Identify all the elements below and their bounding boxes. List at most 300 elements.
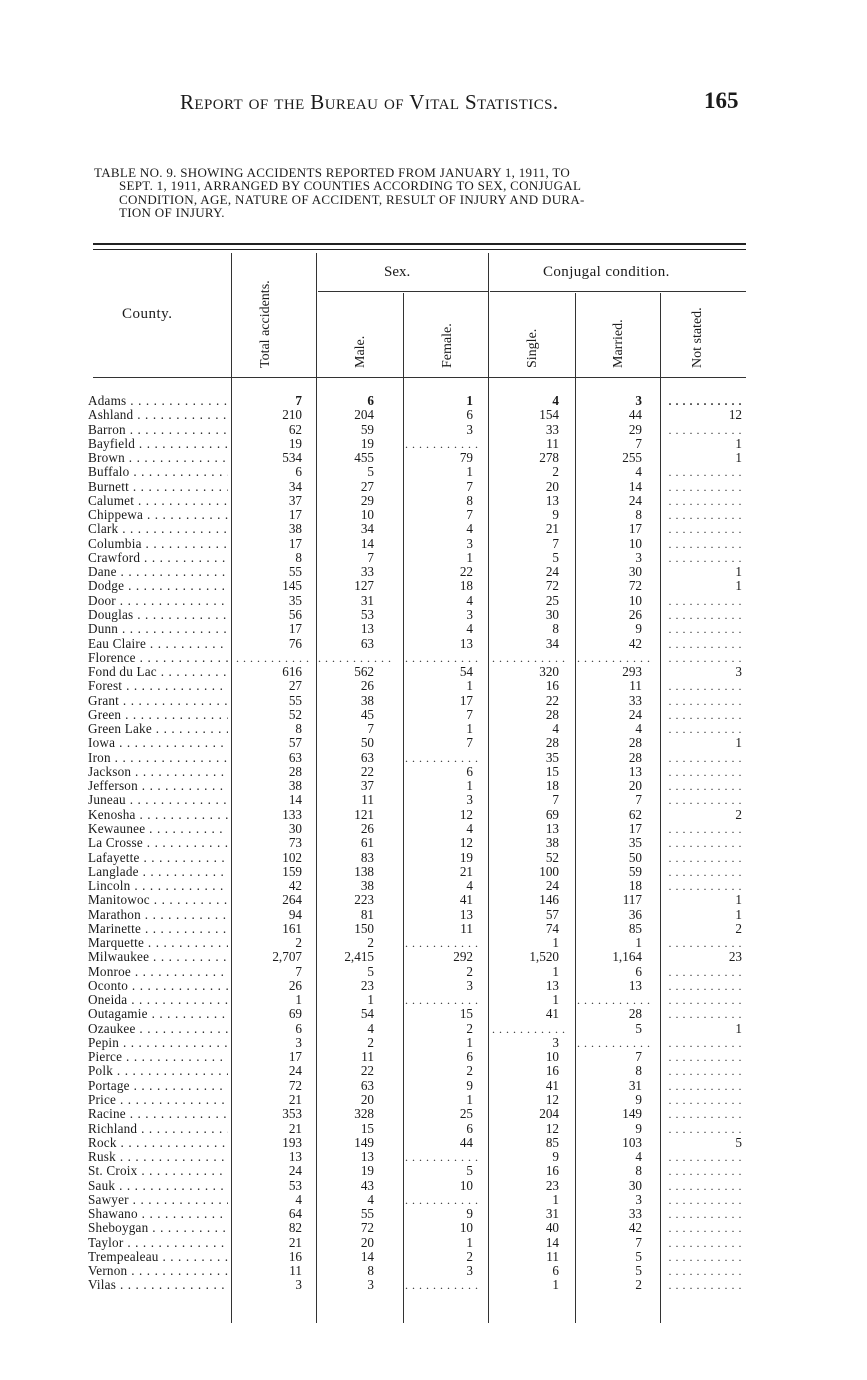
single-cell: 1 (552, 1191, 559, 1207)
male-cell: 15 (360, 1120, 374, 1136)
county-name: Pepin . . . (88, 1036, 228, 1050)
county-name: Adams . . . (88, 394, 228, 408)
married-cell: 4 (635, 1149, 642, 1165)
married-cell: 5 (635, 1020, 642, 1036)
female-cell: 7 (466, 507, 473, 523)
single-cell: 12 (545, 1120, 559, 1136)
table-row (0, 1064, 867, 1078)
male-cell: 37 (360, 778, 374, 794)
county-name: St. Croix . . . (88, 1164, 228, 1178)
single-cell: 278 (539, 450, 559, 466)
table-row (0, 1207, 867, 1221)
table-row (0, 751, 867, 765)
county-name: Oneida . . . (88, 993, 228, 1007)
female-cell: 2 (466, 1248, 473, 1264)
married-cell: 10 (628, 535, 642, 551)
table-row (0, 1193, 867, 1207)
total-cell: 69 (288, 1006, 302, 1022)
total-cell: 11 (289, 1263, 302, 1279)
not-stated-cell: 1 (735, 1020, 742, 1036)
male-cell: 4 (367, 1191, 374, 1207)
county-name: Green Lake . . . (88, 722, 228, 736)
not-stated-cell: . . . . . . . . . . . (668, 1064, 742, 1079)
table-row (0, 736, 867, 750)
county-name: Manitowoc . . . (88, 893, 228, 907)
total-cell: 210 (282, 407, 302, 423)
married-cell: 33 (628, 692, 642, 708)
female-cell: . . . . . . . . . . . (405, 436, 479, 451)
table-row (0, 908, 867, 922)
county-name: Price . . . (88, 1093, 228, 1107)
not-stated-cell: . . . . . . . . . . . (668, 550, 742, 565)
table-row (0, 480, 867, 494)
total-cell: 27 (288, 678, 302, 694)
female-cell: . . . . . . . . . . . (405, 1192, 479, 1207)
male-cell: 29 (360, 492, 374, 508)
table-row (0, 1050, 867, 1064)
total-cell: 64 (288, 1206, 302, 1222)
county-name: Forest . . . (88, 679, 228, 693)
table-row (0, 708, 867, 722)
single-cell: 3 (552, 1034, 559, 1050)
female-cell: . . . . . . . . . . . (405, 993, 479, 1008)
table-row (0, 979, 867, 993)
county-name: Outagamie . . . (88, 1007, 228, 1021)
not-stated-cell: 1 (735, 906, 742, 922)
female-cell: 79 (459, 450, 473, 466)
married-cell: 17 (628, 820, 642, 836)
female-cell: 3 (466, 977, 473, 993)
table-row (0, 1179, 867, 1193)
not-stated-cell: . . . . . . . . . . . (668, 836, 742, 851)
married-cell: 149 (622, 1106, 642, 1122)
county-name: Rock . . . (88, 1136, 228, 1150)
total-cell: 161 (282, 920, 302, 936)
table-row (0, 1007, 867, 1021)
total-cell: 2,707 (272, 949, 302, 965)
county-name: Douglas . . . (88, 608, 228, 622)
total-cell: 28 (288, 763, 302, 779)
county-name: Clark . . . (88, 522, 228, 536)
table-row (0, 1022, 867, 1036)
single-cell: 9 (552, 1149, 559, 1165)
total-cell: 17 (288, 1049, 302, 1065)
county-name: Iowa . . . (88, 736, 228, 750)
married-cell: 33 (628, 1206, 642, 1222)
table-row (0, 1236, 867, 1250)
not-stated-cell: . . . . . . . . . . . (668, 1035, 742, 1050)
sex-group-header: Sex. (384, 264, 411, 280)
female-cell: 44 (459, 1134, 473, 1150)
not-stated-cell: . . . . . . . . . . . (668, 394, 742, 408)
married-cell: 28 (628, 1006, 642, 1022)
single-cell: 30 (545, 606, 559, 622)
single-cell: 24 (545, 564, 559, 580)
county-name: Vilas . . . (88, 1278, 228, 1292)
not-stated-cell: . . . . . . . . . . . (668, 821, 742, 836)
single-cell: 35 (545, 749, 559, 765)
married-cell: 59 (628, 863, 642, 879)
male-cell: 20 (360, 1234, 374, 1250)
running-head: Report of the Bureau of Vital Statistics. (180, 90, 559, 114)
married-cell: 117 (622, 892, 642, 908)
female-cell: 2 (466, 963, 473, 979)
table-row (0, 922, 867, 936)
county-name: Iron . . . (88, 751, 228, 765)
county-name: Sauk . . . (88, 1179, 228, 1193)
male-cell: 121 (354, 806, 374, 822)
not-stated-cell: 5 (735, 1134, 742, 1150)
single-cell: 57 (545, 906, 559, 922)
male-cell: 53 (360, 606, 374, 622)
table-row (0, 965, 867, 979)
total-cell: 56 (288, 606, 302, 622)
married-cell: . . . . . . . . . . . (577, 1035, 651, 1050)
county-name: Taylor . . . (88, 1236, 228, 1250)
conjugal-group-header: Conjugal condition. (543, 264, 670, 280)
single-cell: 13 (545, 820, 559, 836)
county-name: Kenosha . . . (88, 808, 228, 822)
married-cell: 9 (635, 1092, 642, 1108)
married-cell: 8 (635, 507, 642, 523)
married-cell: 1,164 (612, 949, 642, 965)
county-name: Dodge . . . (88, 579, 228, 593)
married-column-header: Married. (611, 319, 626, 368)
female-cell: . . . . . . . . . . . (405, 750, 479, 765)
male-cell: 63 (360, 635, 374, 651)
married-cell: 50 (628, 849, 642, 865)
female-cell: 12 (459, 835, 473, 851)
single-cell: 28 (545, 706, 559, 722)
county-name: Door . . . (88, 594, 228, 608)
county-name: Florence . . . (88, 651, 228, 665)
male-cell: 20 (360, 1092, 374, 1108)
married-cell: 5 (635, 1263, 642, 1279)
county-name: Vernon . . . (88, 1264, 228, 1278)
county-name: Columbia . . . (88, 537, 228, 551)
male-cell: 22 (360, 763, 374, 779)
table-row (0, 851, 867, 865)
total-cell: 1 (295, 992, 302, 1008)
single-cell: 72 (545, 578, 559, 594)
male-cell: 26 (360, 820, 374, 836)
single-cell: 28 (545, 735, 559, 751)
not-stated-cell: . . . . . . . . . . . (668, 465, 742, 480)
total-cell: 19 (288, 435, 302, 451)
male-cell: 81 (360, 906, 374, 922)
header-bottom-rule (93, 377, 746, 378)
table-row (0, 451, 867, 465)
county-name: Oconto . . . (88, 979, 228, 993)
table-row (0, 865, 867, 879)
table-row (0, 993, 867, 1007)
female-cell: 18 (459, 578, 473, 594)
female-cell: 10 (459, 1177, 473, 1193)
male-cell: 22 (360, 1063, 374, 1079)
male-cell: 1 (367, 992, 374, 1008)
married-cell: 28 (628, 735, 642, 751)
total-cell: 55 (288, 692, 302, 708)
single-cell: 8 (552, 621, 559, 637)
male-cell: 19 (360, 1163, 374, 1179)
county-name: Calumet . . . (88, 494, 228, 508)
table-row (0, 465, 867, 479)
total-cell: 7 (295, 393, 302, 408)
married-cell: 13 (628, 763, 642, 779)
married-cell: 2 (635, 1277, 642, 1293)
male-cell: 562 (354, 664, 374, 680)
total-cell: 264 (282, 892, 302, 908)
married-cell: 255 (622, 450, 642, 466)
single-cell: 204 (539, 1106, 559, 1122)
table-row (0, 594, 867, 608)
single-cell: 74 (545, 920, 559, 936)
table-title-line: CONDITION, AGE, NATURE OF ACCIDENT, RESULT OF INJURY AND DURA- (119, 191, 585, 207)
table-row (0, 522, 867, 536)
female-cell: . . . . . . . . . . . (405, 1278, 479, 1293)
married-cell: 42 (628, 635, 642, 651)
total-cell: 17 (288, 621, 302, 637)
single-cell: 5 (552, 549, 559, 565)
table-row (0, 694, 867, 708)
not-stated-cell: 1 (735, 892, 742, 908)
table-row (0, 394, 867, 408)
female-cell: 1 (466, 393, 473, 408)
not-stated-cell: . . . . . . . . . . . (668, 636, 742, 651)
not-stated-cell: . . . . . . . . . . . (668, 593, 742, 608)
female-cell: 7 (466, 478, 473, 494)
female-cell: 4 (466, 621, 473, 637)
total-cell: 73 (288, 835, 302, 851)
county-name: Ashland . . . (88, 408, 228, 422)
male-cell: 83 (360, 849, 374, 865)
male-cell: 11 (361, 1049, 374, 1065)
married-cell: 3 (635, 393, 642, 408)
table-row (0, 936, 867, 950)
table-row (0, 565, 867, 579)
not-stated-cell: . . . . . . . . . . . (668, 493, 742, 508)
total-cell: 159 (282, 863, 302, 879)
not-stated-cell: . . . . . . . . . . . (668, 964, 742, 979)
table-row (0, 1150, 867, 1164)
total-cell: 63 (288, 749, 302, 765)
not-stated-cell: 1 (735, 578, 742, 594)
county-name: Milwaukee . . . (88, 950, 228, 964)
female-cell: 54 (459, 664, 473, 680)
not-stated-cell: 1 (735, 435, 742, 451)
table-row (0, 1136, 867, 1150)
total-cell: 24 (288, 1063, 302, 1079)
not-stated-cell: . . . . . . . . . . . (668, 936, 742, 951)
total-cell: 94 (288, 906, 302, 922)
single-cell: 15 (545, 763, 559, 779)
county-name: La Crosse . . . (88, 836, 228, 850)
married-cell: 293 (622, 664, 642, 680)
single-cell: 12 (545, 1092, 559, 1108)
total-cell: 21 (288, 1092, 302, 1108)
married-cell: 18 (628, 878, 642, 894)
male-cell: 11 (361, 792, 374, 808)
married-cell: . . . . . . . . . . . (577, 650, 651, 665)
total-cell: 26 (288, 977, 302, 993)
married-cell: 13 (628, 977, 642, 993)
female-cell: 1 (466, 721, 473, 737)
table-row (0, 1278, 867, 1292)
female-cell: 11 (460, 920, 473, 936)
not-stated-cell: . . . . . . . . . . . (668, 422, 742, 437)
county-name: Grant . . . (88, 694, 228, 708)
male-cell: 138 (354, 863, 374, 879)
single-cell: 24 (545, 878, 559, 894)
single-cell: 41 (545, 1006, 559, 1022)
total-cell: 353 (282, 1106, 302, 1122)
total-cell: 37 (288, 492, 302, 508)
male-cell: 4 (367, 1020, 374, 1036)
female-cell: 3 (466, 1263, 473, 1279)
married-cell: 8 (635, 1063, 642, 1079)
female-cell: 3 (466, 606, 473, 622)
not-stated-cell: . . . . . . . . . . . (668, 1221, 742, 1236)
married-cell: 62 (628, 806, 642, 822)
table-row (0, 1221, 867, 1235)
female-cell: 4 (466, 820, 473, 836)
male-cell: 23 (360, 977, 374, 993)
female-cell: 1 (466, 1034, 473, 1050)
not-stated-cell: . . . . . . . . . . . (668, 1107, 742, 1122)
not-stated-cell: . . . . . . . . . . . (668, 793, 742, 808)
female-cell: 4 (466, 878, 473, 894)
male-cell: 149 (354, 1134, 374, 1150)
not-stated-cell: . . . . . . . . . . . (668, 993, 742, 1008)
total-cell: 17 (288, 535, 302, 551)
total-cell: 52 (288, 706, 302, 722)
single-column-header: Single. (525, 328, 540, 368)
table-row (0, 551, 867, 565)
male-cell: 19 (360, 435, 374, 451)
total-cell: 55 (288, 564, 302, 580)
married-cell: 24 (628, 492, 642, 508)
total-cell: 38 (288, 778, 302, 794)
table-row (0, 622, 867, 636)
married-cell: 7 (635, 1234, 642, 1250)
single-cell: 25 (545, 592, 559, 608)
not-stated-cell: . . . . . . . . . . . (668, 1249, 742, 1264)
female-cell: 7 (466, 735, 473, 751)
county-name: Lafayette . . . (88, 851, 228, 865)
not-stated-cell: . . . . . . . . . . . (668, 622, 742, 637)
total-cell: 82 (288, 1220, 302, 1236)
not-stated-cell: . . . . . . . . . . . (668, 707, 742, 722)
not-stated-cell: . . . . . . . . . . . (668, 1050, 742, 1065)
total-cell: 57 (288, 735, 302, 751)
male-cell: 13 (360, 1149, 374, 1165)
total-cell: 38 (288, 521, 302, 537)
county-name: Polk . . . (88, 1064, 228, 1078)
female-cell: 4 (466, 521, 473, 537)
single-cell: 1,520 (529, 949, 559, 965)
female-cell: 22 (459, 564, 473, 580)
conjugal-group-rule (490, 291, 746, 292)
female-cell: 1 (466, 549, 473, 565)
male-cell: 45 (360, 706, 374, 722)
male-cell: 63 (360, 1077, 374, 1093)
county-name: Langlade . . . (88, 865, 228, 879)
county-name: Marathon . . . (88, 908, 228, 922)
table-title-line: SEPT. 1, 1911, ARRANGED BY COUNTIES ACCORDING TO SEX, CONJUGAL (119, 178, 582, 194)
county-name: Kewaunee . . . (88, 822, 228, 836)
female-cell: 6 (466, 1049, 473, 1065)
male-cell: 34 (360, 521, 374, 537)
male-cell: 5 (367, 464, 374, 480)
total-cell: 3 (295, 1034, 302, 1050)
county-name: Portage . . . (88, 1079, 228, 1093)
single-cell: 33 (545, 421, 559, 437)
total-cell: 8 (295, 549, 302, 565)
married-cell: 9 (635, 1120, 642, 1136)
not-stated-cell: . . . . . . . . . . . (668, 607, 742, 622)
total-cell: 72 (288, 1077, 302, 1093)
table-row (0, 1122, 867, 1136)
county-name: Sawyer . . . (88, 1193, 228, 1207)
not-stated-cell: . . . . . . . . . . . (668, 508, 742, 523)
female-cell: 12 (459, 806, 473, 822)
married-cell: 30 (628, 1177, 642, 1193)
total-cell: 6 (295, 1020, 302, 1036)
not-stated-cell: . . . . . . . . . . . (668, 750, 742, 765)
single-cell: 146 (539, 892, 559, 908)
female-cell: 2 (466, 1063, 473, 1079)
male-cell: 43 (360, 1177, 374, 1193)
table-row (0, 722, 867, 736)
table-title-line: TABLE NO. 9. SHOWING ACCIDENTS REPORTED FROM JANUARY 1, 1911, TO (94, 165, 571, 180)
total-cell: 7 (295, 963, 302, 979)
county-name: Rusk . . . (88, 1150, 228, 1164)
table-row (0, 1250, 867, 1264)
single-cell: 16 (545, 1163, 559, 1179)
single-cell: 22 (545, 692, 559, 708)
female-cell: 1 (466, 1092, 473, 1108)
table-row (0, 679, 867, 693)
married-cell: 28 (628, 749, 642, 765)
total-cell: 16 (288, 1248, 302, 1264)
married-cell: 10 (628, 592, 642, 608)
total-cell: 133 (282, 806, 302, 822)
table-title (94, 166, 748, 220)
table-row (0, 836, 867, 850)
not-stated-cell: 23 (728, 949, 742, 965)
not-stated-cell: . . . . . . . . . . . (668, 864, 742, 879)
married-cell: 31 (628, 1077, 642, 1093)
total-cell: 6 (295, 464, 302, 480)
male-cell: 50 (360, 735, 374, 751)
total-cell: 102 (282, 849, 302, 865)
county-name: Fond du Lac . . . (88, 665, 228, 679)
total-cell: 145 (282, 578, 302, 594)
table-row (0, 1107, 867, 1121)
not-stated-cell: 2 (735, 920, 742, 936)
not-stated-cell: . . . . . . . . . . . (668, 1121, 742, 1136)
total-cell: 8 (295, 721, 302, 737)
not-stated-cell: 1 (735, 564, 742, 580)
single-cell: 52 (545, 849, 559, 865)
single-cell: 154 (539, 407, 559, 423)
single-cell: . . . . . . . . . . . (492, 650, 566, 665)
married-cell: 14 (628, 478, 642, 494)
single-cell: 11 (546, 1248, 559, 1264)
married-cell: 103 (622, 1134, 642, 1150)
total-cell: 53 (288, 1177, 302, 1193)
table-row (0, 437, 867, 451)
